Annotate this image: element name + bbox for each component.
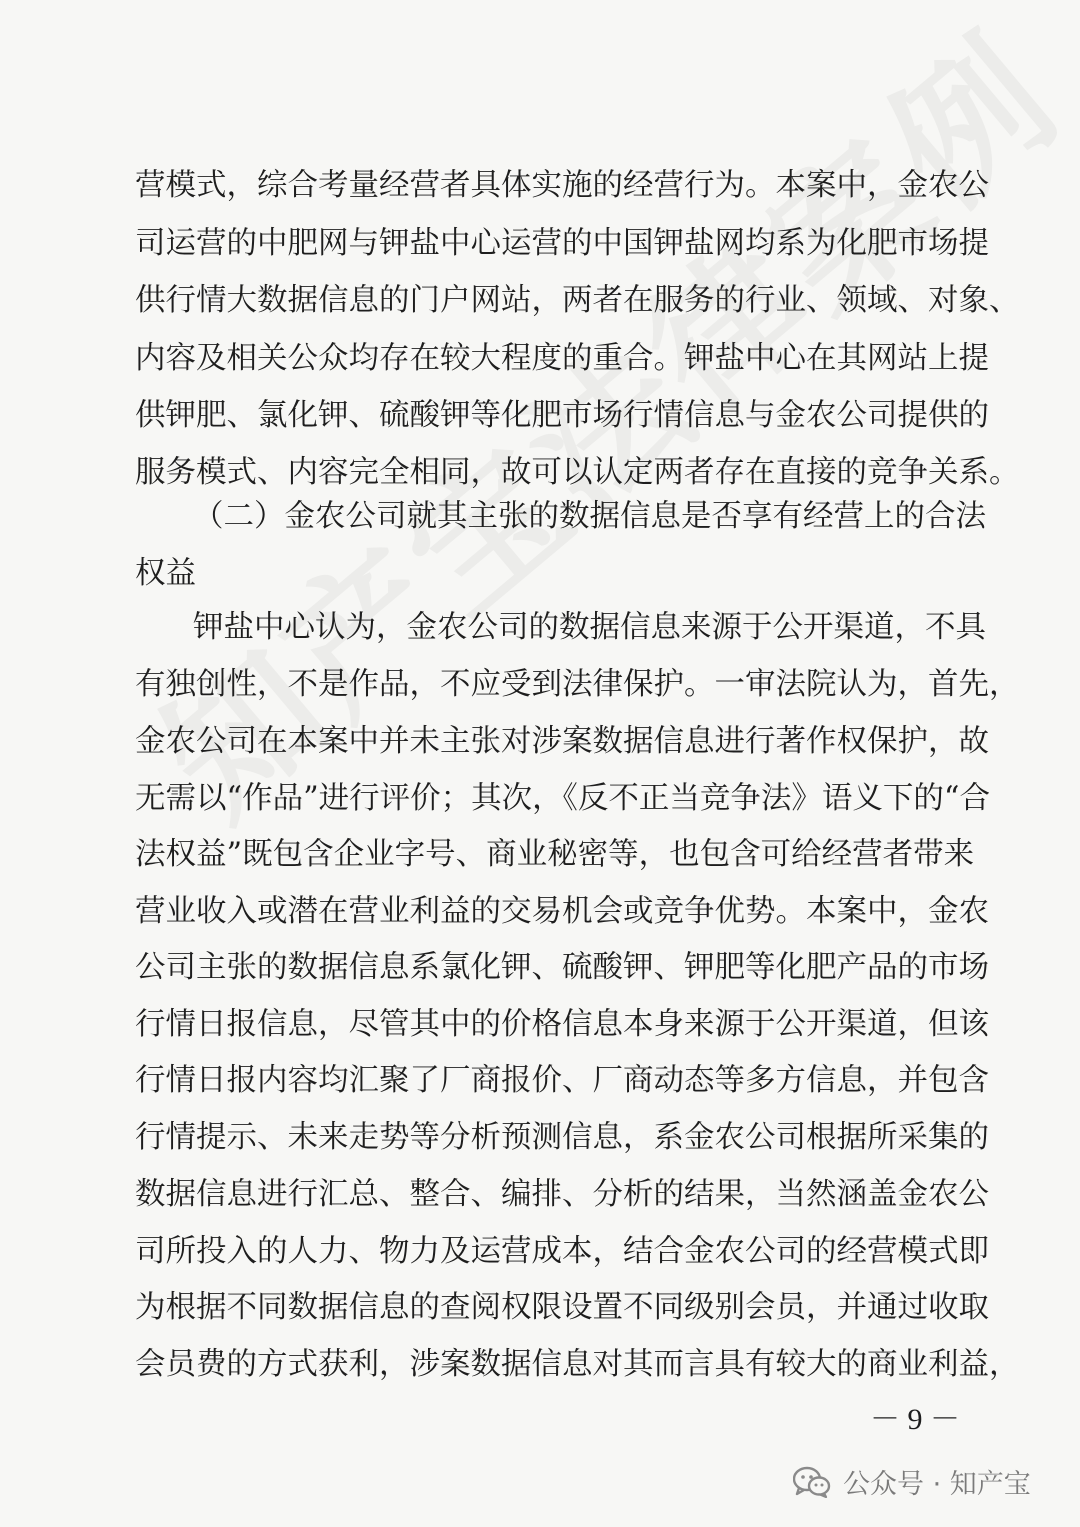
- text-line: 金农公司在本案中并未主张对涉案数据信息进行著作权保护，故: [135, 724, 989, 759]
- text-line: 会员费的方式获利，涉案数据信息对其而言具有较大的商业利益，: [135, 1347, 1020, 1382]
- section-heading: （二）金农公司就其主张的数据信息是否享有经营上的合法: [193, 499, 986, 534]
- text-line: 司运营的中肥网与钾盐中心运营的中国钾盐网均系为化肥市场提: [135, 226, 989, 261]
- text-line: 法权益”既包含企业字号、商业秘密等，也包含可给经营者带来: [135, 837, 975, 872]
- text-line: 内容及相关公众均存在较大程度的重合。钾盐中心在其网站上提: [135, 341, 989, 376]
- text-line: 营模式，综合考量经营者具体实施的经营行为。本案中，金农公: [135, 168, 989, 203]
- text-line: 行情提示、未来走势等分析预测信息，系金农公司根据所采集的: [135, 1120, 989, 1155]
- section-heading-continued: 权益: [135, 556, 196, 591]
- text-line: 司所投入的人力、物力及运营成本，结合金农公司的经营模式即: [135, 1234, 989, 1269]
- text-line: 有独创性，不是作品，不应受到法律保护。一审法院认为，首先，: [135, 667, 1020, 702]
- footer-brand-label: 公众号 · 知产宝: [843, 1469, 1031, 1500]
- text-line: 行情日报内容均汇聚了厂商报价、厂商动态等多方信息，并包含: [135, 1063, 989, 1098]
- text-line: 公司主张的数据信息系氯化钾、硫酸钾、钾肥等化肥产品的市场: [135, 950, 989, 985]
- wechat-icon: [793, 1466, 831, 1498]
- text-line: 行情日报信息，尽管其中的价格信息本身来源于公开渠道，但该: [135, 1007, 989, 1042]
- page-number: － 9 －: [870, 1403, 960, 1436]
- text-line: 钾盐中心认为，金农公司的数据信息来源于公开渠道，不具: [193, 610, 986, 645]
- text-line: 服务模式、内容完全相同，故可以认定两者存在直接的竞争关系。: [135, 455, 1020, 490]
- text-line: 供行情大数据信息的门户网站，两者在服务的行业、领域、对象、: [135, 283, 1020, 318]
- text-line: 营业收入或潜在营业利益的交易机会或竞争优势。本案中，金农: [135, 894, 989, 929]
- text-line: 数据信息进行汇总、整合、编排、分析的结果，当然涵盖金农公: [135, 1177, 989, 1212]
- text-line: 供钾肥、氯化钾、硫酸钾等化肥市场行情信息与金农公司提供的: [135, 398, 989, 433]
- text-line: 无需以“作品”进行评价；其次，《反不正当竞争法》语义下的“合: [135, 781, 991, 816]
- footer-brand: [793, 1462, 1031, 1501]
- text-line: 为根据不同数据信息的查阅权限设置不同级别会员，并通过收取: [135, 1290, 989, 1325]
